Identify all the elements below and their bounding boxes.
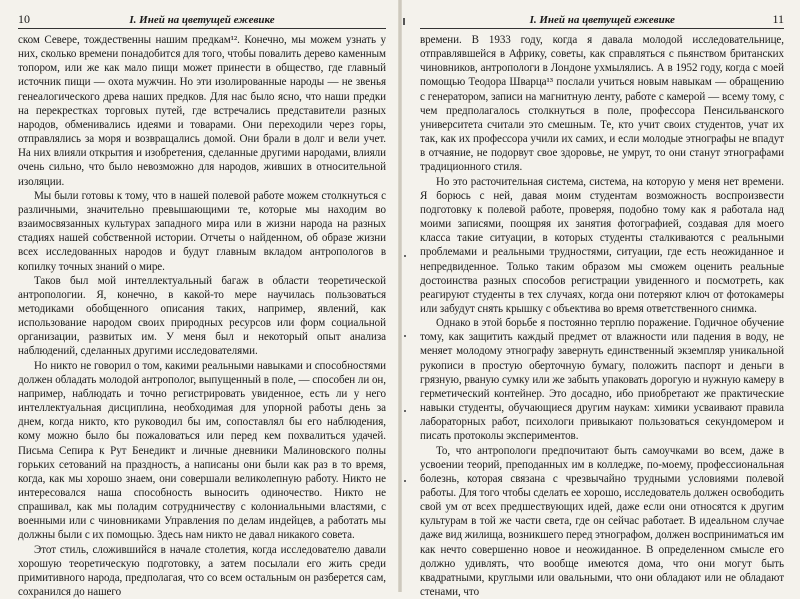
paragraph: Но это расточительная система, система, на которую у меня нет времени. Я борюсь с ней, давая моим студентам возможность воспроизвести подготовку к полевой работе, проверяя, подобно тому как я работала над моими записями, поощряя их занятия фотографией, создавая для моего класса такие ситуации, в которых студенты сталкиваются с реальными проблемами и реальными трудностями, ситуации, где есть неожиданное и непредвиденное. Только таким образом мы сможем оценить реальные достоинства разных способов регистрации увиденного и посмотреть, как реагируют студенты в тех случаях, когда они потеряют ключ от фотокамеры или забудут снять крышку с объектива во время ответственного снимка.	[420, 175, 784, 315]
left-page-text	[18, 33, 386, 599]
margin-mark	[404, 255, 406, 257]
paragraph: То, что антропологи предпочитают быть самоучками во всем, даже в усвоении теорий, преподанных им в колледже, по-моему, профессиональная болезнь, которая связана с чрезвычайно трудными условиями полевой работы. Для того чтобы сделать ее хорошо, исследователь должен освободить свой ум от всех предшествующих идей, даже если они относятся к другим культурам в той же части света, где он сейчас работает. В идеальном случае даже вид жилища, возникшего перед этнографом, должен восприниматься им как нечто совершенно новое и неожиданное. В определенном смысле его должно удивлять, что вообще имеются дома, что они могут быть квадратными, круглыми или овальными, что они обладают или не обладают стенами, что	[420, 444, 784, 599]
paragraph: времени. В 1933 году, когда я давала молодой исследовательнице, отправлявшейся в Африку, советы, как справляться с пьянством британских чиновников, антропологи в Лондоне ухмылялись. А в 1952 году, когда с моей помощью Теодора Шварца¹³ послали учиться новым навыкам — обращению с генератором, записи на магнитную ленту, работе с камерой — всему тому, с чем предполагалось столкнуться в поле, профессора Пенсильванского университета считали это смешным. Те, кто учит своих студентов, учат их так, как их профессора учили их самих, и если молодые этнографы не впадут в отчаяние, не подорвут свое здоровье, не умрут, то они станут этнографами традиционного стиля.	[420, 34, 784, 174]
right-page-number: 11	[772, 12, 784, 26]
paragraph: Однако в этой борьбе я постоянно терплю поражение. Годичное обучение тому, как защитить каждый предмет от влажности или падения в воду, не меняет молодому этнографу завернуть единственный экземпляр уникальной рукописи в простую оберточную бумагу, положить паспорт и деньги в грязную, рваную сумку или же забыть упаковать дорогую и нужную камеру в герметический контейнер. Это досадно, ибо приобретают же практические навыки студенты, обучающиеся другим наукам: химики усваивают правила лабораторных работ, психологи привыкают пользоваться секундомером и писать протоколы экспериментов.	[420, 317, 784, 443]
margin-mark	[404, 335, 406, 337]
paragraph: ском Севере, тождественны нашим предкам¹². Конечно, мы можем узнать у них, сколько времени понадобится для того, чтобы повалить дерево каменным топором, или же как мало пищи может принести в общество, где главный источник пищи — охота мужчин. Но эти изолированные народы — не звенья генеалогического древа наших предков. Для нас было ясно, что наши предки на перекрестках торговых путей, где встречались представители разных народов, обменивались идеями и товарами. Они переходили через горы, отправлялись за моря и возвращались домой. Они брали в долг и вели учет. На них влияли открытия и изобретения, сделанные другими народами, влияли очень сильно, что было невозможно для народов, живших в относительной изоляции.	[18, 34, 386, 188]
margin-mark	[404, 410, 406, 412]
right-header-rule	[420, 28, 784, 29]
paragraph: Этот стиль, сложившийся в начале столетия, когда исследователю давали хорошую теоретическую подготовку, а затем посылали его жить среди примитивного народа, предполагая, что со всем остальным он разберется сам, сохранился до нашего	[18, 543, 386, 599]
right-page-text	[420, 33, 784, 599]
paragraph: Мы были готовы к тому, что в нашей полевой работе можем столкнуться с различными, значительно превышающими те, которые мы находим во взаимосвязанных культурах западного мира или в жизни народа на разных стадиях нашей собственной истории. Отчеты о найденном, об образе жизни всех исследованных народов и будут главным вкладом антропологов в копилку точных знаний о мире.	[18, 189, 386, 273]
right-chapter-title: I. Иней на цветущей ежевике	[529, 14, 675, 26]
margin-mark	[404, 480, 406, 482]
left-header-rule	[18, 28, 386, 29]
left-running-head	[18, 12, 386, 26]
margin-mark	[403, 18, 405, 25]
right-running-head	[420, 12, 784, 26]
left-page-number: 10	[18, 12, 30, 26]
right-page	[400, 0, 800, 599]
left-chapter-title: I. Иней на цветущей ежевике	[129, 14, 275, 26]
paragraph: Таков был мой интеллектуальный багаж в области теоретической антропологии. Я, конечно, в какой-то мере научилась пользоваться методиками обобщенного описания таких, например, явлений, как использование народом своих природных ресурсов или форм социальной организации, развитых им. У меня был и некоторый опыт анализа наблюдений, сделанных другими исследователями.	[18, 274, 386, 358]
paragraph: Но никто не говорил о том, какими реальными навыками и способностями должен обладать молодой антрополог, выпущенный в поле, — способен ли он, например, наблюдать и точно регистрировать увиденное, есть ли у него интеллектуальная дисциплина, необходимая для упорной работы день за днем, когда никто, кто руководил бы им, сопоставлял бы его наблюдения, кому можно было бы пожаловаться или перед кем похвалиться удачей. Письма Сепира к Рут Бенедикт и личные дневники Малиновского полны горьких сетований на праздность, а написаны они были как раз в то время, когда, как мы хорошо знаем, они совершали великолепную работу. Никто не интересовался наша способность выносить одиночество. Никто не спрашивал, как мы поладим сотрудничеству с колониальными властями, с военными или с чиновниками Управления по делам индейцев, а работать мы должны были с их помощью. Здесь нам никто не давал никакого совета.	[18, 359, 386, 542]
